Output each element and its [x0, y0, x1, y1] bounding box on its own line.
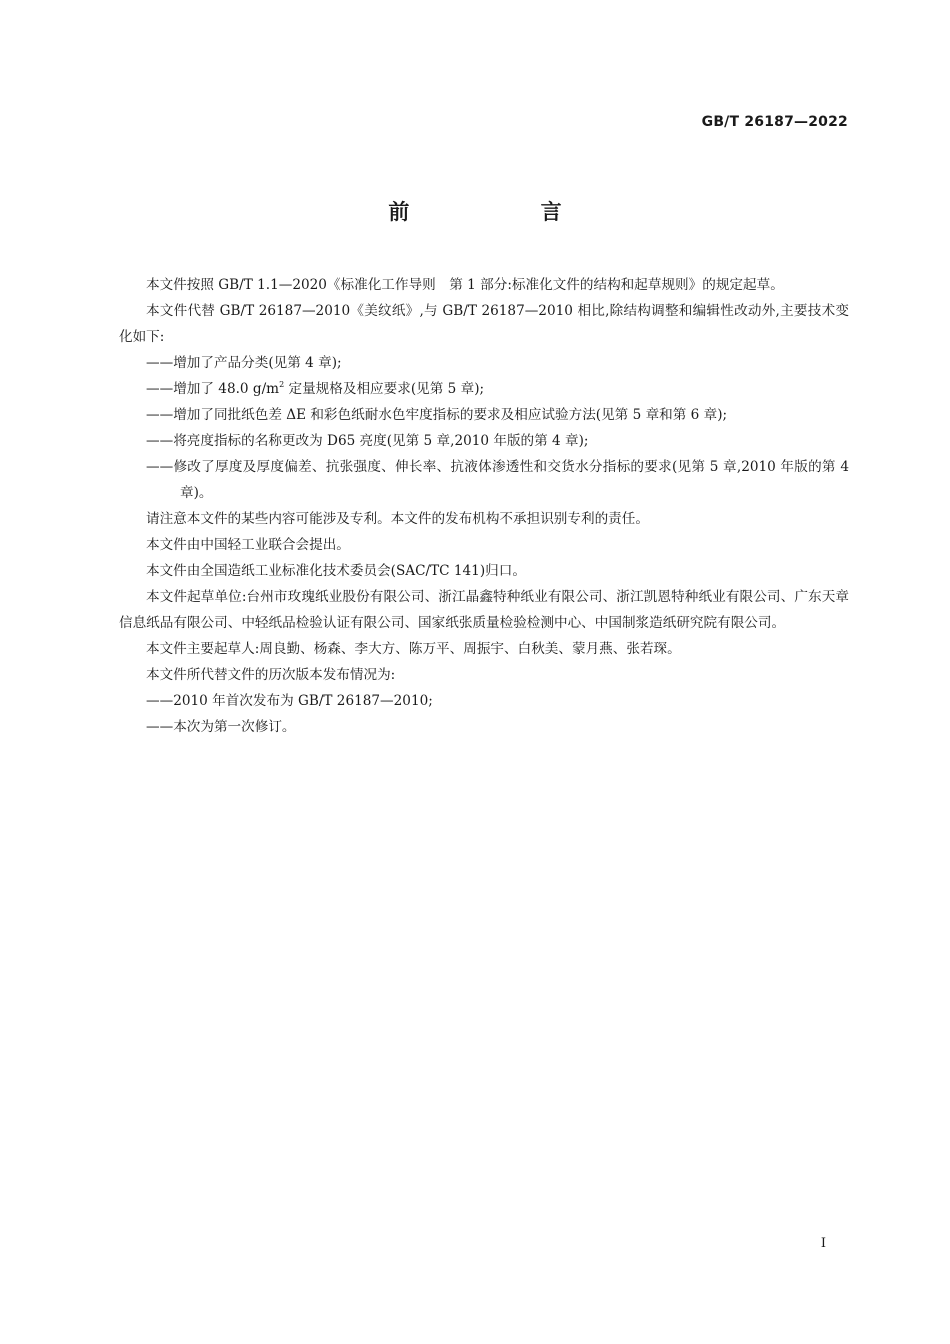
list-item-product-classification: ——增加了产品分类(见第 4 章);: [146, 355, 342, 371]
preface-body: [119, 272, 849, 740]
list-item-first-release: ——2010 年首次发布为 GB/T 26187—2010;: [146, 693, 433, 709]
paragraph-patent-notice: 请注意本文件的某些内容可能涉及专利。本文件的发布机构不承担识别专利的责任。: [146, 511, 649, 527]
paragraph-drafting-rules: 本文件按照 GB/T 1.1—2020《标准化工作导则 第 1 部分:标准化文件的结构和起草规则》的规定起草。: [146, 277, 784, 293]
list-item-first-revision: ——本次为第一次修订。: [146, 719, 296, 735]
paragraph-drafters: 本文件主要起草人:周良勤、杨森、李大方、陈万平、周振宇、白秋美、蒙月燕、张若琛。: [146, 641, 681, 657]
list-item-grammage: [146, 376, 849, 402]
paragraph-replacement: 本文件代替 GB/T 26187—2010《美纹纸》,与 GB/T 26187—2010 相比,除结构调整和编辑性改动外,主要技术变化如下:: [119, 303, 849, 345]
list-item-brightness: ——将亮度指标的名称更改为 D65 亮度(见第 5 章,2010 年版的第 4 章);: [146, 433, 589, 449]
standard-code: GB/T 26187—2022: [701, 114, 848, 130]
page-title: 前 言: [388, 200, 624, 224]
list-item-grammage-before: ——增加了 48.0 g/m: [146, 381, 280, 397]
list-item-color-difference: ——增加了同批纸色差 ΔE 和彩色纸耐水色牢度指标的要求及相应试验方法(见第 5 章和第 6 章);: [146, 407, 728, 423]
page-number: I: [820, 1236, 826, 1251]
paragraph-history: 本文件所代替文件的历次版本发布情况为:: [146, 667, 396, 683]
list-item-thickness: ——修改了厚度及厚度偏差、抗张强度、伸长率、抗液体渗透性和交货水分指标的要求(见第 5 章,2010 年版的第 4 章)。: [146, 459, 849, 501]
paragraph-drafting-units: 本文件起草单位:台州市玫瑰纸业股份有限公司、浙江晶鑫特种纸业有限公司、浙江凯恩特种纸业有限公司、广东天章信息纸品有限公司、中轻纸品检验认证有限公司、国家纸张质量检验检测中心、中国制浆造纸研究院有限公司。: [119, 589, 849, 631]
list-item-grammage-sup: 2: [279, 380, 285, 389]
paragraph-committee: 本文件由全国造纸工业标准化技术委员会(SAC/TC 141)归口。: [146, 563, 526, 579]
list-item-grammage-after: 定量规格及相应要求(见第 5 章);: [284, 381, 485, 397]
paragraph-proposer: 本文件由中国轻工业联合会提出。: [146, 537, 350, 553]
